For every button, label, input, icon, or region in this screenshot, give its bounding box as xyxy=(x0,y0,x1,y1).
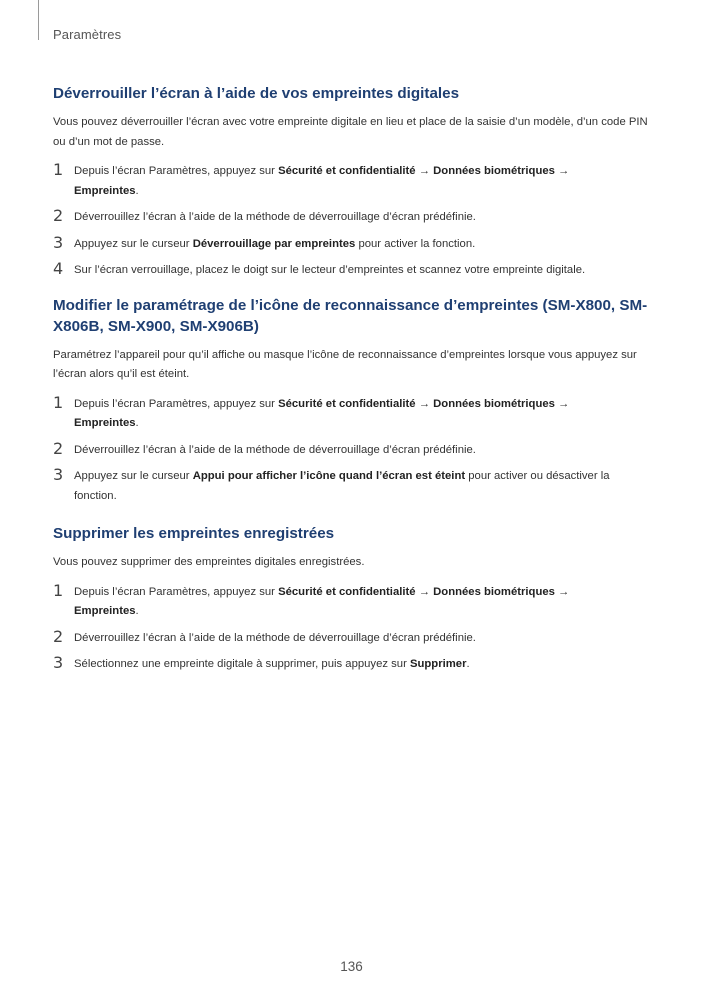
page-number: 136 xyxy=(340,959,363,974)
step-text: . xyxy=(135,184,139,197)
step-number: 2 xyxy=(53,626,64,646)
step-text: Déverrouillez l’écran à l’aide de la méthode de déverrouillage d’écran prédéfinie. xyxy=(74,443,476,456)
step-text: Appuyez sur le curseur xyxy=(74,470,193,482)
section-title: Déverrouiller l’écran à l’aide de vos empreintes digitales xyxy=(53,85,460,102)
step-number: 1 xyxy=(53,580,64,600)
step-bold: Empreintes xyxy=(74,605,136,617)
step-item xyxy=(53,467,653,506)
step-text: pour activer ou désactiver la fonction. xyxy=(74,470,610,502)
step-number: 3 xyxy=(53,232,64,252)
step-number: 1 xyxy=(53,392,64,412)
step-number: 3 xyxy=(53,653,64,672)
step-text: . xyxy=(135,417,139,429)
step-bold: Empreintes xyxy=(74,417,136,429)
section-title: Supprimer les empreintes enregistrées xyxy=(53,525,335,542)
step-number: 4 xyxy=(53,259,64,278)
step-text: Déverrouillez l’écran à l’aide de la méthode de déverrouillage d’écran prédéfinie. xyxy=(74,631,476,644)
section-intro: Vous pouvez supprimer des empreintes digitales enregistrées. xyxy=(53,556,365,568)
step-item xyxy=(53,392,653,434)
step-text: → xyxy=(415,585,434,598)
step-number: 2 xyxy=(53,438,64,458)
step-number: 1 xyxy=(53,160,64,179)
step-bold: Appui pour afficher l’icône quand l’écran est éteint xyxy=(192,470,466,482)
step-text: Depuis l’écran Paramètres, appuyez sur xyxy=(74,165,279,177)
step-item xyxy=(53,438,653,461)
step-text: Depuis l’écran Paramètres, appuyez sur xyxy=(74,397,279,410)
step-text: → xyxy=(554,397,570,410)
step-item xyxy=(53,655,653,675)
step-text: Sur l’écran verrouillage, placez le doigt sur le lecteur d’empreintes et scannez votre empreinte digitale. xyxy=(74,264,586,276)
header-section-label: Paramètres xyxy=(53,27,122,42)
step-text: Déverrouillez l’écran à l’aide de la méthode de déverrouillage d’écran prédéfinie. xyxy=(74,211,476,223)
step-text: Appuyez sur le curseur xyxy=(74,237,193,250)
step-text: . xyxy=(466,658,470,670)
step-bold: Sécurité et confidentialité xyxy=(278,397,416,410)
step-item xyxy=(53,580,653,622)
step-bold: Données biométriques xyxy=(433,585,555,598)
section-fingerprint-icon-setting xyxy=(53,295,653,507)
step-text: → xyxy=(415,397,434,410)
step-list xyxy=(53,580,653,675)
step-text: pour activer la fonction. xyxy=(355,237,476,250)
step-bold: Déverrouillage par empreintes xyxy=(192,237,356,250)
step-text: . xyxy=(135,605,139,617)
section-title: Modifier le paramétrage de l’icône de reconnaissance d’empreintes (SM-X800, SM-X806B, SM-X900, SM-X906B) xyxy=(53,296,648,335)
step-bold: Sécurité et confidentialité xyxy=(278,585,416,598)
step-bold: Empreintes xyxy=(74,184,136,197)
step-text: → xyxy=(415,165,434,177)
step-bold: Sécurité et confidentialité xyxy=(278,165,416,177)
step-item xyxy=(53,162,653,201)
step-bold: Données biométriques xyxy=(433,165,555,177)
step-number: 3 xyxy=(53,465,64,484)
step-number: 2 xyxy=(53,206,64,225)
step-bold: Données biométriques xyxy=(433,397,555,410)
step-text: → xyxy=(554,585,570,598)
step-list xyxy=(53,162,653,281)
step-text: Depuis l’écran Paramètres, appuyez sur xyxy=(74,585,279,598)
step-item xyxy=(53,232,653,255)
section-fingerprint-unlock xyxy=(53,83,653,281)
step-text: Sélectionnez une empreinte digitale à supprimer, puis appuyez sur xyxy=(74,658,410,670)
page-content xyxy=(53,83,653,682)
section-intro: Vous pouvez déverrouiller l’écran avec votre empreinte digitale en lieu et place de la saisie d’un modèle, d’un code PIN ou d’un mot de passe. xyxy=(53,116,648,148)
step-text: → xyxy=(554,165,570,177)
section-delete-fingerprints xyxy=(53,523,653,675)
step-item xyxy=(53,261,653,281)
step-list xyxy=(53,392,653,507)
step-item xyxy=(53,208,653,228)
section-intro: Paramétrez l’appareil pour qu’il affiche ou masque l’icône de reconnaissance d’empreintes lorsque vous appuyez sur l’écran alors qu’il est éteint. xyxy=(53,348,637,380)
step-bold: Supprimer xyxy=(409,658,467,670)
step-item xyxy=(53,626,653,649)
header-rule xyxy=(38,0,39,40)
